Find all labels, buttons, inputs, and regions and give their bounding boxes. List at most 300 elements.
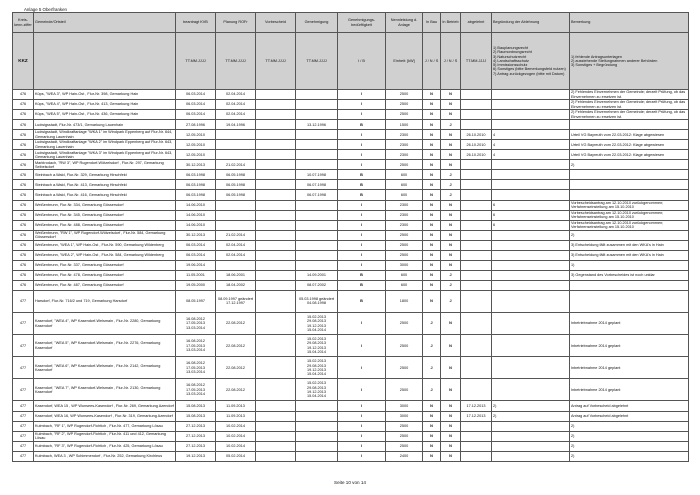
inbau-cell: N — [423, 120, 441, 130]
planung-format: TT.MM.JJJJ — [216, 33, 256, 90]
planung-cell: 22.08.2012 — [216, 379, 256, 401]
beantragt-cell: 19.12.2013 — [176, 451, 216, 461]
bemerkung-cell — [570, 170, 689, 180]
inbau-cell: N — [423, 130, 441, 140]
kkz-cell: 476 — [13, 100, 34, 110]
beantragt-cell: 30.12.2013 — [176, 160, 216, 170]
table-row — [13, 250, 689, 260]
kkz-cell: 477 — [13, 379, 34, 401]
begruendung-cell — [492, 170, 570, 180]
genehmigung-cell — [296, 411, 338, 421]
inbetrieb-format: J / N / S — [441, 33, 461, 90]
beantragt-cell: 12.05.2010 — [176, 140, 216, 150]
kkz-cell: 477 — [13, 313, 34, 335]
abgelehnt-cell — [461, 280, 492, 290]
genehmigung-cell — [296, 441, 338, 451]
inbetrieb-cell: N — [441, 401, 461, 411]
col-kkz: Kreis-kenn-ziffer — [13, 13, 34, 33]
bemerkung-cell: 2) — [570, 441, 689, 451]
begruendung-cell: 2) — [492, 411, 570, 421]
leistung-cell: 2300 — [386, 210, 423, 220]
inbetrieb-cell: N — [441, 210, 461, 220]
genehmigung-cell — [296, 200, 338, 210]
table-body — [13, 90, 689, 462]
beantragt-cell: 06.03.2014 — [176, 100, 216, 110]
col-inbetrieb: In Betrieb — [441, 13, 461, 33]
inbetrieb-cell: N — [441, 160, 461, 170]
genehmigung-cell: 15.02.2013 29.08.2013 19.12.2013 15.04.2014 — [296, 379, 338, 401]
bedurftig-cell: I — [338, 421, 386, 431]
kkz-cell: 476 — [13, 90, 34, 100]
inbau-cell: N — [423, 451, 441, 461]
leistung-cell: 2300 — [386, 140, 423, 150]
inbau-cell: N — [423, 280, 441, 290]
inbau-cell: N — [423, 290, 441, 312]
inbetrieb-cell: N — [441, 335, 461, 357]
inbau-cell: N — [423, 220, 441, 230]
vorbescheid-cell — [256, 313, 296, 335]
leistung-cell: 2500 — [386, 379, 423, 401]
genehmigung-cell: 15.02.2013 29.08.2013 19.12.2013 15.04.2014 — [296, 357, 338, 379]
begruendung-cell: 4 — [492, 150, 570, 160]
leistung-cell: 2300 — [386, 130, 423, 140]
beantragt-cell: 14.06.2010 — [176, 210, 216, 220]
planung-cell: 10.02.2014 — [216, 431, 256, 441]
vorbescheid-cell — [256, 90, 296, 100]
abgelehnt-cell — [461, 100, 492, 110]
inbetrieb-cell: J — [441, 270, 461, 280]
bemerkung-cell: 2) — [570, 451, 689, 461]
bemerkung-cell: Vorbescheidsantrag am 12.10.2010 zurückgenommen; Verfahrenseinstellung am 15.10.2010 — [570, 220, 689, 230]
col-bedurftig: Genehmigungs-bedürftigkeit — [338, 13, 386, 33]
col-bemerkung: Bemerkung — [570, 13, 689, 33]
abgelehnt-format: TT.MM.JJJJ — [461, 33, 492, 90]
bemerkung-cell: Antrag auf Vorbescheid abgelehnt — [570, 411, 689, 421]
table-row — [13, 140, 689, 150]
gemeinde-cell: Steinbach a.Wald, Flur-Nr. 413, Gemarkung Hirschfeld — [34, 180, 176, 190]
leistung-cell: 2500 — [386, 240, 423, 250]
inbau-cell: J — [423, 335, 441, 357]
beantragt-cell: 06.03.1998 — [176, 190, 216, 200]
gemeinde-cell: Kulmbach, "RF 2", WP Rugendorf-Fichtich , Flur-Nr. 411 und 412, Gemarkung Lösau — [34, 431, 176, 441]
beantragt-cell: 19.06.2014 — [176, 260, 216, 270]
gemeinde-cell: Kasendorf, "WEA 4", WP Kasendorf-Welsmain , Flur-Nr. 2280, Gemarkung Kasendorf — [34, 313, 176, 335]
leistung-cell: 3000 — [386, 401, 423, 411]
bemerkung-cell: Urteil VG Bayreuth vom 22.03.2012: Klage abgewiesen — [570, 150, 689, 160]
genehmigung-cell — [296, 150, 338, 160]
table-row — [13, 379, 689, 401]
bedurftig-cell: B — [338, 190, 386, 200]
beantragt-cell: 16.08.2012 17.05.2013 13.03.2014 — [176, 357, 216, 379]
table-row — [13, 451, 689, 461]
leistung-cell: 3000 — [386, 411, 423, 421]
table-row — [13, 220, 689, 230]
beantragt-format: TT.MM.JJJJ — [176, 33, 216, 90]
vorbescheid-cell — [256, 451, 296, 461]
inbau-cell: N — [423, 190, 441, 200]
bedurftig-cell: B — [338, 290, 386, 312]
vorbescheid-cell — [256, 260, 296, 270]
inbau-cell: N — [423, 411, 441, 421]
inbetrieb-cell: N — [441, 100, 461, 110]
inbau-cell: N — [423, 401, 441, 411]
kkz-cell: 476 — [13, 140, 34, 150]
bedurftig-cell: B — [338, 270, 386, 280]
inbetrieb-cell: N — [441, 240, 461, 250]
genehmigung-cell — [296, 140, 338, 150]
kkz-cell: 476 — [13, 200, 34, 210]
legend-item: 3) Sonstiges + Begründung — [571, 63, 618, 68]
inbau-cell: N — [423, 441, 441, 451]
bemerkung-cell: 3) Entscheidung fällt zusammen mit den WKA's in Hain — [570, 240, 689, 250]
table-row — [13, 411, 689, 421]
gemeinde-cell: Kasendorf, WEA 15 , WP Wonsees-Kasendorf , Flur-Nr. 269, Gemarkung Azendorf — [34, 401, 176, 411]
abgelehnt-cell — [461, 451, 492, 461]
inbau-cell: J — [423, 379, 441, 401]
table-row — [13, 210, 689, 220]
abgelehnt-cell: 26.10.2010 — [461, 150, 492, 160]
inbetrieb-cell: J — [441, 180, 461, 190]
vorbescheid-cell — [256, 200, 296, 210]
gemeinde-cell: Ludwigsstadt, Windkraftanlage "WKA 1" im Windpark Eppenberg auf Flur-Nr. 644, Gemarkung Lauenhain — [34, 130, 176, 140]
begruendung-cell: 6 — [492, 210, 570, 220]
legend-item: 4) Landschaftsschutz — [493, 58, 529, 63]
begruendung-cell — [492, 451, 570, 461]
vorbescheid-cell — [256, 220, 296, 230]
gemeinde-cell: Weißenbrunn, Flur-Nr. 478, Gemarkung Gössersdorf — [34, 270, 176, 280]
inbetrieb-cell: N — [441, 313, 461, 335]
kkz-cell: 476 — [13, 210, 34, 220]
genehmigung-cell: 15.02.2013 29.08.2013 19.12.2013 15.04.2014 — [296, 313, 338, 335]
bemerkung-cell: 2) Fehlendes Einvernehmen der Gemeinde; derzeit Prüfung, ob das Einvernehmen zu ersetzen ist. — [570, 100, 689, 110]
header-row — [13, 13, 689, 33]
gemeinde-cell: Weißenbrunn, "WEA 1", WP Hain-Ost , Flur-Nr. 590, Gemarkung Wildenberg — [34, 240, 176, 250]
kkz-cell: 476 — [13, 280, 34, 290]
abgelehnt-cell: 26.10.2010 — [461, 130, 492, 140]
table-row — [13, 190, 689, 200]
inbetrieb-cell: N — [441, 90, 461, 100]
inbetrieb-cell: N — [441, 150, 461, 160]
bedurftig-cell: I — [338, 130, 386, 140]
kkz-cell: 477 — [13, 290, 34, 312]
bemerkung-cell: Urteil VG Bayreuth vom 22.03.2012: Klage abgewiesen — [570, 140, 689, 150]
bemerkung-cell — [570, 190, 689, 200]
inbetrieb-cell: N — [441, 421, 461, 431]
inbau-cell: N — [423, 250, 441, 260]
beantragt-cell: 14.06.2010 — [176, 200, 216, 210]
kkz-cell: 477 — [13, 431, 34, 441]
bedurftig-cell: I — [338, 335, 386, 357]
begruendung-cell — [492, 441, 570, 451]
bemerkung-cell — [570, 120, 689, 130]
inbetrieb-cell: N — [441, 110, 461, 120]
genehmigung-cell — [296, 240, 338, 250]
gemeinde-cell: Küps, "WEA 4", WP Hain-Ost , Flur-Nr. 413, Gemarkung Hain — [34, 100, 176, 110]
bemerkung-cell: 2) — [570, 421, 689, 431]
abgelehnt-cell — [461, 200, 492, 210]
bedurftig-cell: I — [338, 100, 386, 110]
bedurftig-cell: B — [338, 170, 386, 180]
table-row — [13, 431, 689, 441]
bedurftig-cell: I — [338, 90, 386, 100]
abgelehnt-cell — [461, 230, 492, 240]
inbetrieb-cell: J — [441, 280, 461, 290]
bemerkung-cell: 3) Entscheidung fällt zusammen mit den WKA's in Hain — [570, 250, 689, 260]
bemerkung-legend — [570, 33, 689, 90]
inbau-cell: N — [423, 180, 441, 190]
col-beantragt: beantragt KVB — [176, 13, 216, 33]
genehmigung-cell: 10.07.1998 — [296, 170, 338, 180]
inbetrieb-cell: J — [441, 190, 461, 200]
abgelehnt-cell — [461, 210, 492, 220]
genehmigung-cell: 06.07.1998 — [296, 190, 338, 200]
beantragt-cell: 06.03.2014 — [176, 90, 216, 100]
col-leistung: Nennleistung d. Anlage — [386, 13, 423, 33]
vorbescheid-cell — [256, 210, 296, 220]
begruendung-cell — [492, 290, 570, 312]
kkz-cell: 476 — [13, 270, 34, 280]
planung-cell: 19.04.1996 — [216, 120, 256, 130]
abgelehnt-cell — [461, 120, 492, 130]
bemerkung-cell: Inbetriebnahme 2014 geplant — [570, 335, 689, 357]
col-begruendung: Begründung der Ablehnung — [492, 13, 570, 33]
begruendung-cell — [492, 90, 570, 100]
leistung-cell: 2500 — [386, 230, 423, 240]
table-row — [13, 150, 689, 160]
leistung-cell: 2400 — [386, 451, 423, 461]
gemeinde-cell: Steinbach a.Wald, Flur-Nr. 416, Gemarkung Hirschfeld — [34, 190, 176, 200]
gemeinde-cell: Küps, "WEA 5", WP Hain-Ost , Flur-Nr. 436, Gemarkung Hain — [34, 110, 176, 120]
table-row — [13, 357, 689, 379]
kkz-cell: 476 — [13, 160, 34, 170]
kkz-cell: 476 — [13, 250, 34, 260]
table-row — [13, 200, 689, 210]
page-footer: Seite 10 von 14 — [334, 480, 366, 485]
inbetrieb-cell: N — [441, 260, 461, 270]
bemerkung-cell: 2) — [570, 431, 689, 441]
kkz-cell: 476 — [13, 230, 34, 240]
genehmigung-cell — [296, 431, 338, 441]
ib-format: I / B — [338, 33, 386, 90]
subheader-row — [13, 33, 689, 90]
bemerkung-cell: 2) Fehlendes Einvernehmen der Gemeinde; derzeit Prüfung, ob das Einvernehmen zu ersetzen ist. — [570, 90, 689, 100]
begruendung-cell — [492, 180, 570, 190]
col-planung: Planung ROFr — [216, 13, 256, 33]
bedurftig-cell: B — [338, 280, 386, 290]
table-row — [13, 120, 689, 130]
beantragt-cell: 27.12.2013 — [176, 431, 216, 441]
table-row — [13, 90, 689, 100]
bedurftig-cell: B — [338, 120, 386, 130]
bemerkung-cell: Inbetriebnahme 2014 geplant — [570, 357, 689, 379]
begruendung-cell: 4 — [492, 140, 570, 150]
leistung-cell: 2500 — [386, 357, 423, 379]
abgelehnt-cell — [461, 90, 492, 100]
abgelehnt-cell — [461, 170, 492, 180]
beantragt-cell: 06.03.1998 — [176, 170, 216, 180]
begruendung-cell — [492, 335, 570, 357]
beantragt-cell: 06.03.2014 — [176, 110, 216, 120]
beantragt-cell: 12.05.2010 — [176, 150, 216, 160]
bedurftig-cell: I — [338, 150, 386, 160]
leistung-cell: 600 — [386, 270, 423, 280]
begruendung-cell — [492, 313, 570, 335]
bedurftig-cell: I — [338, 401, 386, 411]
gemeinde-cell: Weißenbrunn, "WEA 2", WP Hain-Ost , Flur-Nr. 584, Gemarkung Wildenberg — [34, 250, 176, 260]
bedurftig-cell: I — [338, 357, 386, 379]
bedurftig-cell: I — [338, 240, 386, 250]
kkz-cell: 477 — [13, 401, 34, 411]
leistung-cell: 2500 — [386, 250, 423, 260]
table-row — [13, 401, 689, 411]
bedurftig-cell: I — [338, 210, 386, 220]
abgelehnt-cell — [461, 190, 492, 200]
bemerkung-cell: 1) — [570, 260, 689, 270]
begruendung-cell — [492, 270, 570, 280]
abgelehnt-cell — [461, 357, 492, 379]
inbau-cell: N — [423, 110, 441, 120]
genehmigung-format: TT.MM.JJJJ — [296, 33, 338, 90]
table-row — [13, 110, 689, 120]
begruendung-cell — [492, 160, 570, 170]
bemerkung-cell: 2) — [570, 230, 689, 240]
abgelehnt-cell — [461, 335, 492, 357]
vorbescheid-cell — [256, 100, 296, 110]
leistung-cell: 2500 — [386, 431, 423, 441]
table-row — [13, 160, 689, 170]
table-row — [13, 130, 689, 140]
planung-cell: 10.02.2014 — [216, 421, 256, 431]
vorbescheid-cell — [256, 290, 296, 312]
beantragt-cell: 15.08.2013 — [176, 401, 216, 411]
abgelehnt-cell: 26.10.2010 — [461, 140, 492, 150]
gemeinde-cell: Harsdorf, Flur-Nr. 716/2 und 719, Gemarkung Harsdorf — [34, 290, 176, 312]
inbetrieb-cell: N — [441, 140, 461, 150]
beantragt-cell: 06.03.2014 — [176, 240, 216, 250]
begruendung-cell: 2) — [492, 401, 570, 411]
inbetrieb-cell: N — [441, 379, 461, 401]
gemeinde-cell: Weißenbrunn, Flur-Nr. 488, Gemarkung Gössersdorf — [34, 220, 176, 230]
beantragt-cell: 12.05.2010 — [176, 130, 216, 140]
inbetrieb-cell: N — [441, 451, 461, 461]
vorbescheid-cell — [256, 150, 296, 160]
abgelehnt-cell — [461, 110, 492, 120]
inbau-cell: N — [423, 200, 441, 210]
genehmigung-cell — [296, 230, 338, 240]
leistung-cell: 2500 — [386, 100, 423, 110]
gemeinde-cell: Steinbach a.Wald, Flur-Nr. 329, Gemarkung Hirschfeld — [34, 170, 176, 180]
bedurftig-cell: I — [338, 313, 386, 335]
leistung-cell: 600 — [386, 190, 423, 200]
beantragt-cell: 11.05.2001 — [176, 270, 216, 280]
vorbescheid-cell — [256, 230, 296, 240]
inbau-cell: J — [423, 357, 441, 379]
inbau-cell: N — [423, 260, 441, 270]
gemeinde-cell: Kasendorf, WEA 16, WP Wonsees-Kasendorf , Flur-Nr. 319, Gemarkung Azendorf — [34, 411, 176, 421]
genehmigung-cell: 15.02.2013 29.08.2013 19.12.2013 15.04.2014 — [296, 335, 338, 357]
planung-cell — [216, 210, 256, 220]
col-genehmigung: Genehmigung — [296, 13, 338, 33]
bemerkung-cell: 2) — [570, 160, 689, 170]
begruendung-legend — [492, 33, 570, 90]
inbau-cell: N — [423, 150, 441, 160]
planung-cell: 02.04.2014 — [216, 90, 256, 100]
vorbescheid-cell — [256, 180, 296, 190]
inbetrieb-cell: N — [441, 250, 461, 260]
vorbescheid-cell — [256, 401, 296, 411]
gemeinde-cell: Kasendorf, "WEA 7", WP Kasendorf-Welsmain , Flur-Nr. 2130, Gemarkung Kasendorf — [34, 379, 176, 401]
leistung-cell: 2500 — [386, 110, 423, 120]
table-row — [13, 170, 689, 180]
gemeinde-cell: Kulmbach, WEA 3 , WP Schimmendorf , Flur-Nr. 252, Gemarkung Kirchleus — [34, 451, 176, 461]
legend-item: 2) ausstehende Stellungnahmen anderer Behörden — [571, 58, 658, 63]
vorbescheid-cell — [256, 190, 296, 200]
gemeinde-cell: Weißenbrunn, Flur-Nr. 345, Gemarkung Gössersdorf — [34, 210, 176, 220]
vorbescheid-cell — [256, 379, 296, 401]
table-row — [13, 313, 689, 335]
legend-item: 6) Sonstiges (bitte Bemerkungsfeld nutzen) — [493, 67, 566, 72]
leistung-cell: 1800 — [386, 290, 423, 312]
kkz-cell: 476 — [13, 130, 34, 140]
begruendung-cell — [492, 250, 570, 260]
vorbescheid-cell — [256, 357, 296, 379]
begruendung-cell — [492, 240, 570, 250]
bedurftig-cell: I — [338, 250, 386, 260]
planung-cell — [216, 200, 256, 210]
planung-cell: 22.08.2012 — [216, 313, 256, 335]
wka-table — [12, 12, 689, 462]
col-gemeinde: Gemeinde/Ortsteil — [34, 13, 176, 33]
leistung-cell: 600 — [386, 180, 423, 190]
kkz-cell: 476 — [13, 240, 34, 250]
abgelehnt-cell — [461, 421, 492, 431]
begruendung-cell — [492, 230, 570, 240]
gemeinde-blank — [34, 33, 176, 90]
begruendung-cell — [492, 190, 570, 200]
genehmigung-cell — [296, 100, 338, 110]
leistung-cell: 600 — [386, 170, 423, 180]
genehmigung-cell — [296, 421, 338, 431]
bemerkung-cell: Vorbescheidsantrag am 12.10.2010 zurückgenommen; Verfahrenseinstellung am 15.10.2010 — [570, 210, 689, 220]
begruendung-cell — [492, 431, 570, 441]
genehmigung-cell — [296, 110, 338, 120]
planung-cell — [216, 130, 256, 140]
abgelehnt-cell — [461, 220, 492, 230]
vorbescheid-cell — [256, 240, 296, 250]
gemeinde-cell: Weißenbrunn, Flur-Nr. 487, Gemarkung Gössersdorf — [34, 280, 176, 290]
planung-cell — [216, 220, 256, 230]
vorbescheid-cell — [256, 110, 296, 120]
abgelehnt-cell — [461, 180, 492, 190]
gemeinde-cell: Kasendorf, "WEA 5", WP Kasendorf-Welsmain , Flur-Nr. 2276, Gemarkung Kasendorf — [34, 335, 176, 357]
inbetrieb-cell: N — [441, 411, 461, 421]
bedurftig-cell: I — [338, 379, 386, 401]
leistung-cell: 2500 — [386, 313, 423, 335]
einheit-label: Einheit: [kW] — [386, 33, 423, 90]
vorbescheid-cell — [256, 250, 296, 260]
vorbescheid-format: TT.MM.JJJJ — [256, 33, 296, 90]
vorbescheid-cell — [256, 170, 296, 180]
vorbescheid-cell — [256, 411, 296, 421]
abgelehnt-cell — [461, 290, 492, 312]
gemeinde-cell: Weißenbrunn, Flur-Nr. 334, Gemarkung Gössersdorf — [34, 200, 176, 210]
gemeinde-cell: Ludwigsstadt, Windkraftanlage "WKA 2" im Windpark Eppenberg auf Flur-Nr. 643, Gemarkung Lauenhain — [34, 140, 176, 150]
table-row — [13, 441, 689, 451]
inbetrieb-cell: N — [441, 441, 461, 451]
vorbescheid-cell — [256, 421, 296, 431]
table-row — [13, 180, 689, 190]
bemerkung-cell: 3) Gegenstand des Vorbescheides ist noch unklar — [570, 270, 689, 280]
